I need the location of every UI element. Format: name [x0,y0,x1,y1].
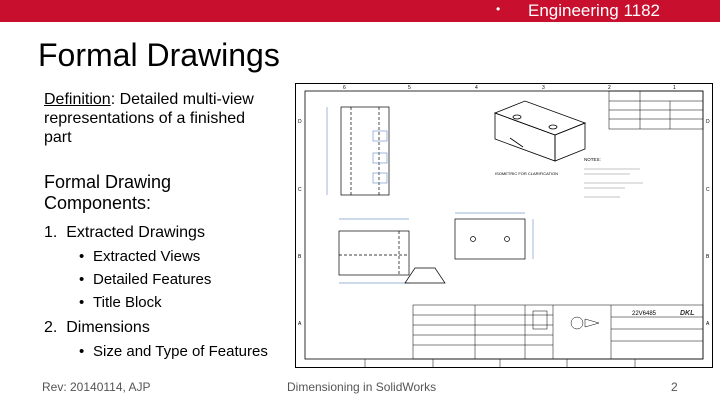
list-label: Dimensions [66,319,150,336]
components-heading: Formal Drawing Components: [44,172,172,213]
col-label: 1 [673,85,676,91]
definition-term: Definition [44,91,111,108]
list-number: 2. [44,319,58,336]
row-label: B [298,254,302,260]
footer-revision: Rev: 20140114, AJP [42,380,151,394]
col-label: 5 [408,85,411,91]
list-item-1 [44,224,205,242]
col-label: 4 [475,85,478,91]
drawing-sheet [295,83,713,368]
row-label: B [706,254,710,260]
col-label: 6 [343,85,346,91]
sub-item: • Extracted Views [93,248,200,266]
list-label: Extracted Drawings [66,224,205,241]
list-item-2 [44,319,150,337]
page-number: 2 [671,380,678,394]
iso-caption: ISOMETRIC FOR CLARIFICATION [495,171,559,176]
sub-item: • Size and Type of Features [93,343,268,361]
slide-title: Formal Drawings [38,37,280,73]
part-number: 22V6485 [632,311,657,317]
definition-text [44,90,264,147]
col-label: 2 [608,85,611,91]
col-label: 3 [542,85,545,91]
engineering-drawing [295,83,713,368]
sub-item: • Detailed Features [93,271,211,289]
company-logo: DKL [680,310,695,317]
row-label: A [298,321,302,327]
notes-title: NOTES: [584,157,601,162]
header-bar [0,0,720,22]
course-title: Engineering 1182 [528,1,661,20]
definition-body: : Detailed multi-view representations of a finished part [44,91,254,146]
row-label: D [706,119,710,125]
row-label: A [706,321,710,327]
row-label: D [298,119,302,125]
footer-topic: Dimensioning in SolidWorks [287,380,437,394]
list-number: 1. [44,224,58,241]
row-label: C [706,187,710,193]
sub-item: • Title Block [93,294,162,312]
header-bullet: • [496,2,501,16]
row-label: C [298,187,302,193]
